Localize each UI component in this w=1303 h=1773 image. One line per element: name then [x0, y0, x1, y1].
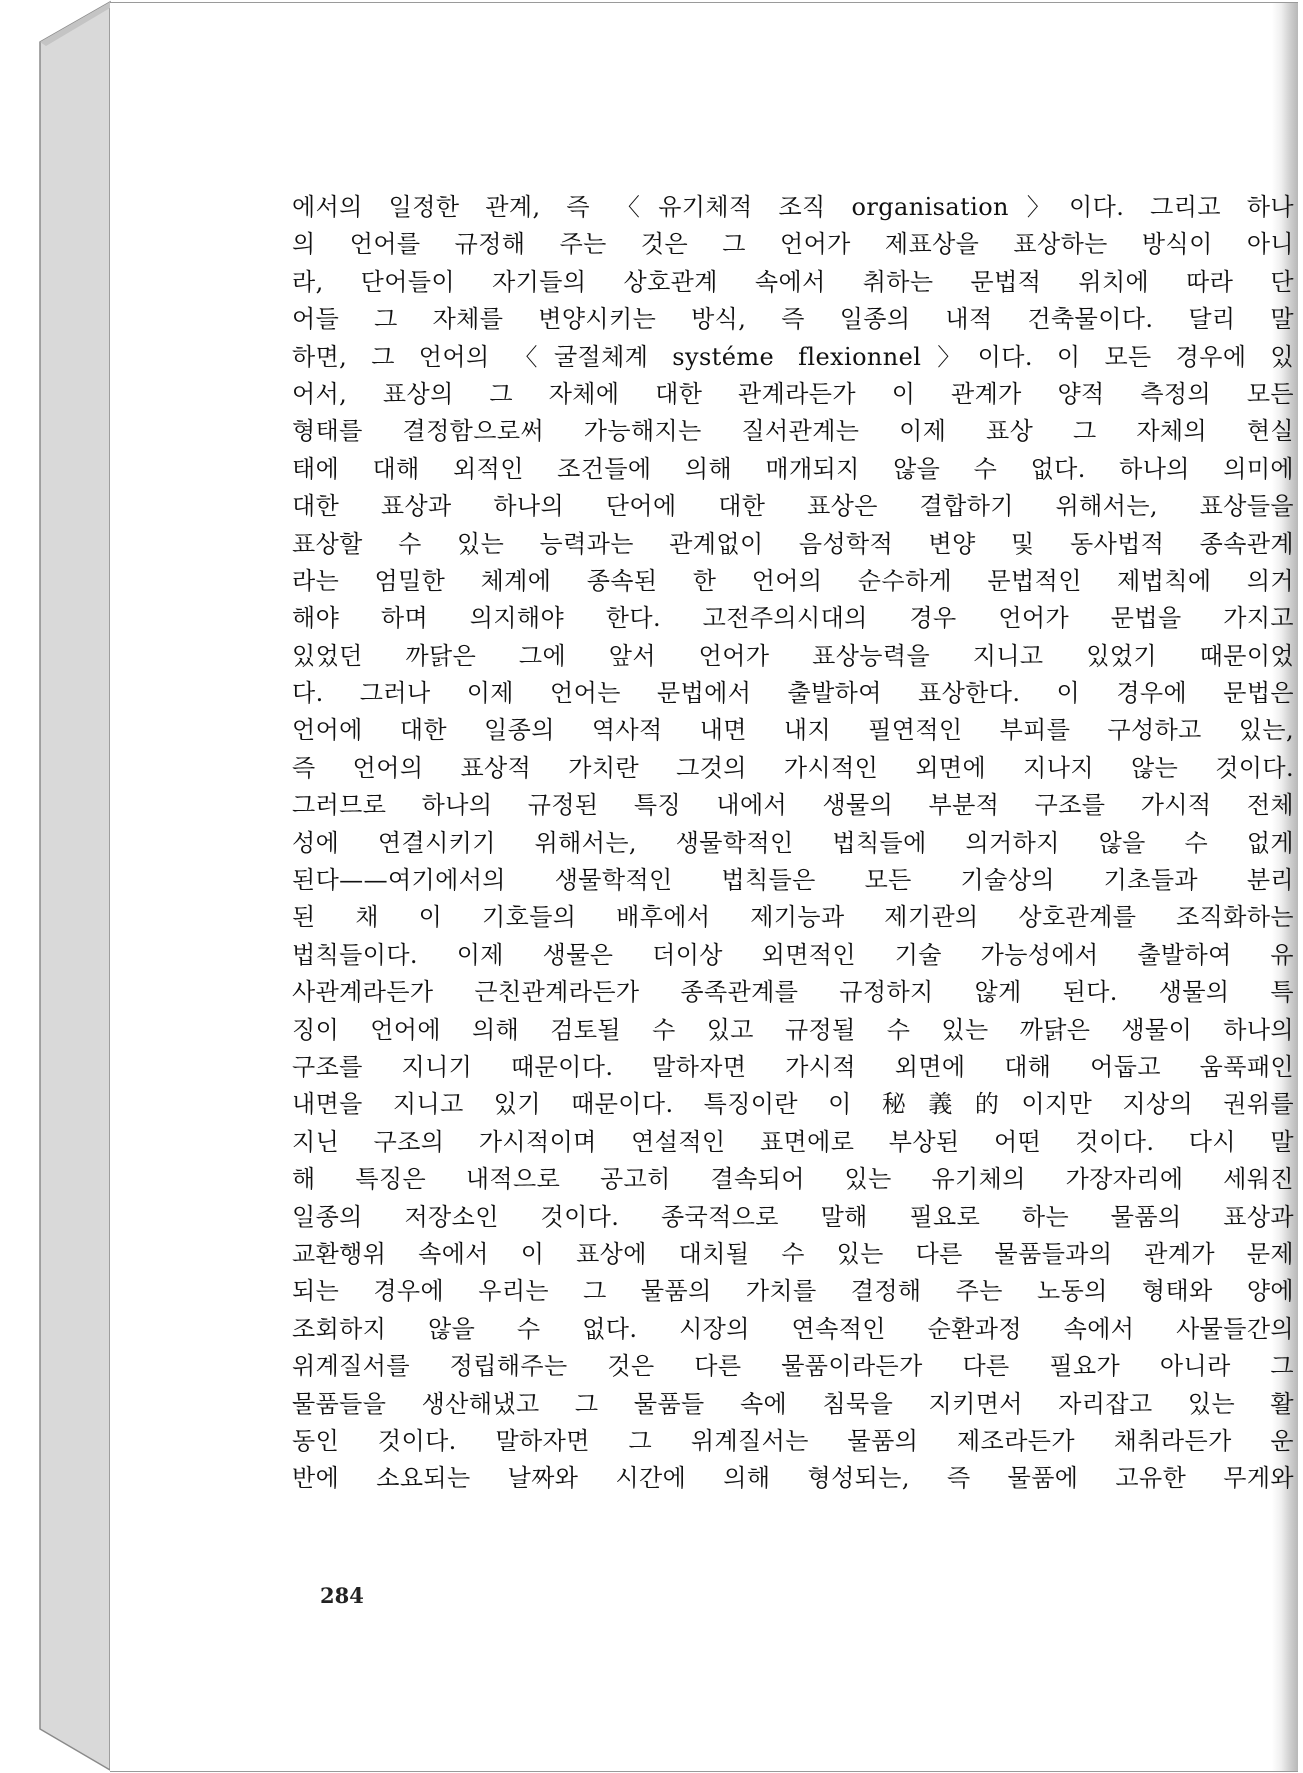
text-line: 라는 엄밀한 체계에 종속된 한 언어의 순수하게 문법적인 제법칙에 의거 — [292, 566, 1294, 595]
text-line: 물품들을 생산해냈고 그 물품들 속에 침묵을 지키면서 자리잡고 있는 활 — [292, 1389, 1294, 1418]
text-line: 있었던 까닭은 그에 앞서 언어가 표상능력을 지니고 있었기 때문이었 — [292, 641, 1294, 670]
text-line: 대한 표상과 하나의 단어에 대한 표상은 결합하기 위해서는, 표상들을 — [292, 492, 1294, 521]
text-line: 구조를 지니기 때문이다. 말하자면 가시적 외면에 대해 어둡고 움푹패인 — [292, 1052, 1294, 1081]
text-line: 내면을 지니고 있기 때문이다. 특징이란 이 秘義的이지만 지상의 권위를 — [292, 1090, 1294, 1119]
text-line: 된 채 이 기호들의 배후에서 제기능과 제기관의 상호관계를 조직화하는 — [292, 903, 1294, 932]
text-line: 위계질서를 정립해주는 것은 다른 물품이라든가 다른 필요가 아니라 그 — [292, 1352, 1294, 1381]
text-line: 해야 하며 의지해야 한다. 고전주의시대의 경우 언어가 문법을 가지고 — [292, 604, 1294, 633]
text-line: 라, 단어들이 자기들의 상호관계 속에서 취하는 문법적 위치에 따라 단 — [292, 267, 1294, 296]
text-line: 동인 것이다. 말하자면 그 위계질서는 물품의 제조라든가 채취라든가 운 — [292, 1426, 1294, 1455]
body-text — [292, 189, 1294, 1498]
text-line: 태에 대해 외적인 조건들에 의해 매개되지 않을 수 없다. 하나의 의미에 — [292, 454, 1294, 483]
page-number: 284 — [320, 1583, 364, 1608]
text-line: 다. 그러나 이제 언어는 문법에서 출발하여 표상한다. 이 경우에 문법은 — [292, 679, 1294, 708]
text-line: 에서의 일정한 관계, 즉 〈유기체적 조직 organisation〉이다. 그리고 하나 — [292, 193, 1294, 221]
text-line: 즉 언어의 표상적 가치란 그것의 가시적인 외면에 지나지 않는 것이다. — [292, 753, 1294, 782]
text-line: 성에 연결시키기 위해서는, 생물학적인 법칙들에 의거하지 않을 수 없게 — [292, 828, 1294, 857]
text-line: 교환행위 속에서 이 표상에 대치될 수 있는 다른 물품들과의 관계가 문제 — [292, 1239, 1294, 1268]
text-line: 형태를 결정함으로써 가능해지는 질서관계는 이제 표상 그 자체의 현실 — [292, 417, 1294, 446]
text-line: 반에 소요되는 날짜와 시간에 의해 형성되는, 즉 물품에 고유한 무게와 — [292, 1464, 1294, 1493]
text-line: 어들 그 자체를 변양시키는 방식, 즉 일종의 내적 건축물이다. 달리 말 — [292, 305, 1294, 334]
text-line: 된다——여기에서의 생물학적인 법칙들은 모든 기술상의 기초들과 분리 — [292, 866, 1294, 895]
text-line: 징이 언어에 의해 검토될 수 있고 규정될 수 있는 까닭은 생물이 하나의 — [292, 1015, 1294, 1044]
text-line: 표상할 수 있는 능력과는 관계없이 음성학적 변양 및 동사법적 종속관계 — [292, 529, 1294, 558]
text-line: 되는 경우에 우리는 그 물품의 가치를 결정해 주는 노동의 형태와 양에 — [292, 1277, 1294, 1306]
text-line: 일종의 저장소인 것이다. 종국적으로 말해 필요로 하는 물품의 표상과 — [292, 1202, 1294, 1231]
text-line: 그러므로 하나의 규정된 특징 내에서 생물의 부분적 구조를 가시적 전체 — [292, 791, 1294, 820]
text-line: 지닌 구조의 가시적이며 연설적인 표면에로 부상된 어떤 것이다. 다시 말 — [292, 1127, 1294, 1156]
text-line: 법칙들이다. 이제 생물은 더이상 외면적인 기술 가능성에서 출발하여 유 — [292, 940, 1294, 969]
text-line: 어서, 표상의 그 자체에 대한 관계라든가 이 관계가 양적 측정의 모든 — [292, 379, 1294, 408]
book-page — [110, 2, 1298, 1772]
text-line: 해 특징은 내적으로 공고히 결속되어 있는 유기체의 가장자리에 세워진 — [292, 1165, 1294, 1194]
text-line: 조회하지 않을 수 없다. 시장의 연속적인 순환과정 속에서 사물들간의 — [292, 1314, 1294, 1343]
text-line: 언어에 대한 일종의 역사적 내면 내지 필연적인 부피를 구성하고 있는, — [292, 716, 1294, 745]
text-line: 사관계라든가 근친관계라든가 종족관계를 규정하지 않게 된다. 생물의 특 — [292, 978, 1294, 1007]
text-line: 하면, 그 언어의 〈굴절체계 systéme flexionnel〉이다. 이 모든 경우에 있 — [292, 342, 1294, 371]
text-line: 의 언어를 규정해 주는 것은 그 언어가 제표상을 표상하는 방식이 아니 — [292, 230, 1294, 259]
